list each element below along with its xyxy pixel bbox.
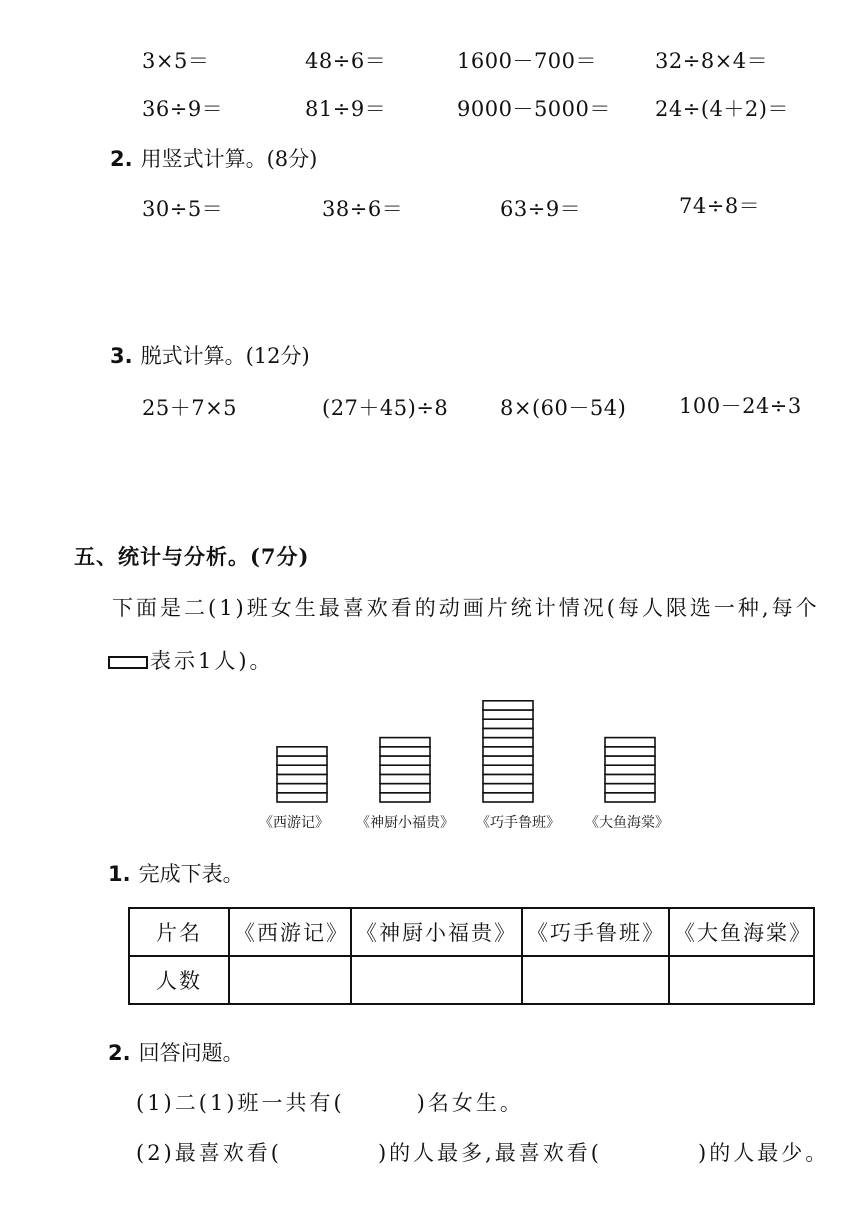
task2-title: 回答问题。 — [138, 1041, 244, 1065]
stats-table — [128, 907, 815, 1005]
vertical-calc-item-2: 38÷6＝ — [322, 197, 404, 221]
table-cell-count-1[interactable] — [229, 956, 351, 1004]
section5-title: 五、统计与分析。(7分) — [74, 544, 310, 569]
oral-calc-1-2: 48÷6＝ — [305, 49, 387, 73]
unit-box-4-3 — [605, 774, 655, 783]
table-col-1: 《西游记》 — [229, 908, 351, 956]
table-col-4: 《大鱼海棠》 — [669, 908, 814, 956]
unit-box-1-5 — [277, 756, 327, 765]
task2-question-1: (1)二(1)班一共有( )名女生。 — [136, 1091, 524, 1115]
unit-box-2-1 — [380, 793, 430, 802]
unit-box-2-4 — [380, 765, 430, 774]
unit-box-4-4 — [605, 765, 655, 774]
section5-intro-line2: 表示1人)。 — [150, 649, 274, 673]
table-header-label: 片名 — [129, 908, 229, 956]
task2-number: 2. — [108, 1041, 131, 1065]
unit-box-4-5 — [605, 756, 655, 765]
unit-box-2-5 — [380, 756, 430, 765]
unit-box-1-3 — [277, 774, 327, 783]
unit-box-2-6 — [380, 747, 430, 756]
table-cell-count-3[interactable] — [522, 956, 669, 1004]
step-calc-title: 脱式计算。(12分) — [140, 344, 310, 368]
task1-heading — [108, 858, 244, 888]
unit-box-1-6 — [277, 747, 327, 756]
stats-table-header-row — [129, 908, 814, 956]
table-col-3: 《巧手鲁班》 — [522, 908, 669, 956]
unit-box-3-11 — [483, 701, 533, 710]
unit-box-3-8 — [483, 728, 533, 737]
vertical-calc-number: 2. — [110, 147, 133, 171]
category-label-2: 《神厨小福贵》 — [356, 815, 454, 831]
section5-intro-line1: 下面是二(1)班女生最喜欢看的动画片统计情况(每人限选一种,每个 — [112, 596, 820, 620]
unit-box-2-3 — [380, 774, 430, 783]
unit-box-3-1 — [483, 793, 533, 802]
unit-box-2-7 — [380, 738, 430, 747]
section5-intro-line2-wrap — [108, 645, 274, 675]
category-label-1: 《西游记》 — [259, 815, 329, 831]
table-col-2: 《神厨小福贵》 — [351, 908, 522, 956]
vertical-calc-title: 用竖式计算。(8分) — [140, 147, 318, 171]
vertical-calc-item-4: 74÷8＝ — [679, 194, 761, 218]
step-calc-heading — [110, 340, 310, 370]
unit-box-4-7 — [605, 738, 655, 747]
oral-calc-1-3: 1600－700＝ — [457, 49, 598, 73]
unit-box-2-2 — [380, 784, 430, 793]
table-row-label: 人数 — [129, 956, 229, 1004]
unit-box-3-3 — [483, 774, 533, 783]
unit-box-3-6 — [483, 747, 533, 756]
category-label-3: 《巧手鲁班》 — [476, 815, 560, 831]
unit-box-3-4 — [483, 765, 533, 774]
step-calc-item-3: 8×(60－54) — [500, 396, 627, 420]
table-cell-count-4[interactable] — [669, 956, 814, 1004]
vertical-calc-heading — [110, 143, 317, 173]
category-label-4: 《大鱼海棠》 — [585, 815, 669, 831]
chart-stacks — [277, 701, 655, 802]
table-cell-count-2[interactable] — [351, 956, 522, 1004]
vertical-calc-item-1: 30÷5＝ — [142, 197, 224, 221]
oral-calc-2-3: 9000－5000＝ — [457, 97, 611, 121]
bar-stack-1 — [277, 747, 327, 802]
unit-box-1-2 — [277, 784, 327, 793]
task1-title: 完成下表。 — [138, 862, 244, 886]
oral-calc-2-2: 81÷9＝ — [305, 97, 387, 121]
chart-labels — [259, 814, 669, 831]
bar-stack-2 — [380, 738, 430, 802]
task2-heading — [108, 1037, 244, 1067]
unit-box-1-1 — [277, 793, 327, 802]
task1-number: 1. — [108, 862, 131, 886]
step-calc-number: 3. — [110, 344, 133, 368]
unit-box-3-10 — [483, 710, 533, 719]
oral-calc-2-4: 24÷(4＋2)＝ — [655, 97, 789, 121]
unit-box-4-1 — [605, 793, 655, 802]
step-calc-item-1: 25＋7×5 — [142, 396, 238, 420]
unit-box-4-6 — [605, 747, 655, 756]
stats-table-count-row — [129, 956, 814, 1004]
vertical-calc-item-3: 63÷9＝ — [500, 197, 582, 221]
oral-calc-1-4: 32÷8×4＝ — [655, 49, 769, 73]
oral-calc-1-1: 3×5＝ — [142, 49, 210, 73]
unit-box-3-9 — [483, 719, 533, 728]
unit-box-icon — [108, 656, 148, 669]
unit-box-1-4 — [277, 765, 327, 774]
unit-box-3-5 — [483, 756, 533, 765]
step-calc-item-2: (27＋45)÷8 — [322, 396, 449, 420]
step-calc-item-4: 100－24÷3 — [679, 394, 802, 418]
pictograph-chart — [250, 686, 690, 836]
unit-box-3-2 — [483, 784, 533, 793]
unit-box-3-7 — [483, 738, 533, 747]
unit-box-4-2 — [605, 784, 655, 793]
bar-stack-3 — [483, 701, 533, 802]
oral-calc-2-1: 36÷9＝ — [142, 97, 224, 121]
bar-stack-4 — [605, 738, 655, 802]
task2-question-2: (2)最喜欢看( )的人最多,最喜欢看( )的人最少。 — [136, 1141, 830, 1165]
